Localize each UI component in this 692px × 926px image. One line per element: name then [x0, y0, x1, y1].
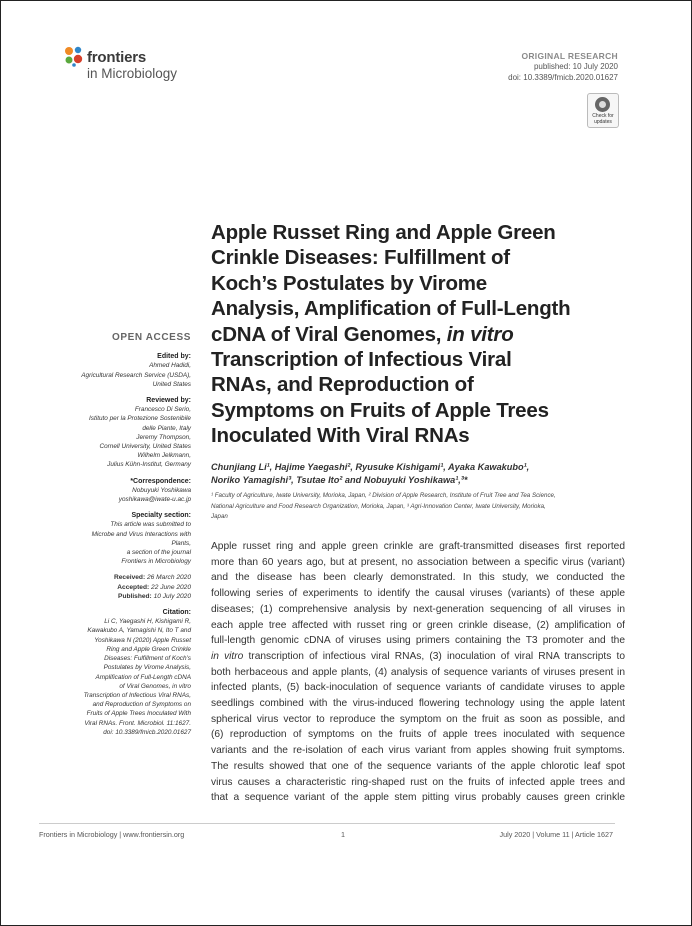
reviewer-line: Wilhelm Jelkmann, [137, 452, 191, 460]
abstract-line: in vitro transcription of infectious viral RNAs, (3) inoculation of viral RNA transcripts to [211, 650, 625, 662]
editor-line: United States [152, 380, 191, 388]
citation-line: and Reproduction of Symptoms on [92, 701, 191, 709]
abstract-line: virus causes a characteristic ring-shaped rust on the fruits of infected apple trees and [211, 776, 625, 788]
title-line: Symptoms on Fruits of Apple Trees [211, 398, 549, 422]
reviewed-by-heading: Reviewed by: [146, 397, 191, 405]
footer-journal-link[interactable]: Frontiers in Microbiology | www.frontiersin.org [39, 830, 185, 839]
citation-heading: Citation: [162, 609, 191, 617]
citation-line: Viral RNAs. Front. Microbiol. 11:1627. [84, 719, 191, 727]
specialty-line: Plants, [171, 539, 191, 547]
abstract-line: both herbaceous and apple plants, (4) analysis of sequence variants of viruses present in [211, 666, 625, 678]
received-row [41, 573, 191, 582]
specialty-heading: Specialty section: [131, 512, 191, 520]
reviewer-line: Istituto per la Protezione Sostenibile [89, 415, 191, 423]
logo-word-journal: in Microbiology [87, 66, 178, 81]
article-title [211, 220, 621, 449]
correspondence-name: Nobuyuki Yoshikawa [132, 486, 191, 494]
abstract-line: each apple tree affected with russet ring or green crinkle disease, (2) amplification of [211, 619, 625, 631]
citation-line: Li C, Yaegashi H, Kishigami R, [104, 618, 191, 626]
accepted-label: Accepted: [117, 583, 150, 591]
affiliation-line: National Agriculture and Food Research Organization, Morioka, Japan, ³ Agri-Innovation Center, Iwate University, Morioka, [211, 502, 546, 510]
published-date-sidebar: 10 July 2020 [153, 592, 191, 600]
reviewer-line: delle Piante, Italy [142, 424, 191, 432]
specialty-line: This article was submitted to [110, 521, 191, 529]
footer-divider [39, 823, 615, 824]
specialty-line: Microbe and Virus Interactions with [91, 530, 191, 538]
edited-by-heading: Edited by: [157, 353, 191, 361]
citation-line: Amplification of Full-Length cDNA [95, 673, 191, 681]
citation-line: Ring and Apple Green Crinkle [106, 645, 191, 653]
citation-line: Fruits of Apple Trees Inoculated With [86, 710, 191, 718]
check-for-updates-badge[interactable] [587, 93, 619, 128]
title-line: cDNA of Viral Genomes, in vitro [211, 322, 514, 346]
author-line: Chunjiang Li¹, Hajime Yaegashi², Ryusuke Kishigami¹, Ayaka Kawakubo¹, [211, 462, 530, 472]
article-meta [508, 51, 618, 83]
abstract-line: seedlings combined with the virus-induced flowering technology using the apple latent [211, 698, 625, 710]
editor-line: Agricultural Research Service (USDA), [81, 371, 191, 379]
abstract-line: following series of experiments to identify the causal viruses (variants) of these apple [211, 588, 625, 600]
title-line: Inoculated With Viral RNAs [211, 424, 470, 448]
author-list [211, 461, 631, 487]
affiliation-line: Japan [211, 513, 228, 521]
abstract-line: spherical virus vector to reproduce the symptom on the fruit as soon as possible, and [211, 713, 625, 725]
accepted-date: 22 June 2020 [151, 583, 191, 591]
italic-term: in vitro [446, 322, 514, 346]
citation-line: Postulates by Virome Analysis, [103, 664, 191, 672]
received-date: 26 March 2020 [147, 574, 191, 582]
abstract-line: more than 60 years ago, but at present, no association between a specific virus (variant) [211, 556, 625, 568]
title-line: Koch’s Postulates by Virome [211, 271, 487, 295]
correspondence-email[interactable]: yoshikawa@iwate-u.ac.jp [118, 496, 191, 504]
citation-doi[interactable]: doi: 10.3389/fmicb.2020.01627 [103, 728, 191, 736]
published-row [41, 592, 191, 601]
title-line: Crinkle Diseases: Fulfillment of [211, 246, 510, 270]
received-label: Received: [114, 574, 146, 582]
abstract-line: The results showed that one of the sequence variants of the apple chlorotic leaf spot [211, 760, 625, 772]
reviewer-line: Cornell University, United States [99, 443, 191, 451]
abstract-line: infected plants, (5) back-inoculation of sequence variants of candidate viruses to apple [211, 682, 625, 694]
article-sidebar [41, 333, 191, 737]
citation-line: Diseases: Fulfillment of Koch’s [104, 655, 191, 663]
footer-issue-info: July 2020 | Volume 11 | Article 1627 [499, 830, 613, 839]
badge-label-line: updates [594, 119, 612, 125]
accepted-row [41, 583, 191, 592]
editor-line: Ahmed Hadidi, [149, 362, 191, 370]
badge-label-line: Check for [592, 113, 614, 119]
author-line: Noriko Yamagishi³, Tsutae Ito² and Nobuyuki Yoshikawa¹,³* [211, 475, 468, 485]
citation-line: Kawakubo A, Yamagishi N, Ito T and [87, 627, 191, 635]
title-line: Apple Russet Ring and Apple Green [211, 221, 556, 244]
italic-term: in vitro [211, 650, 244, 662]
logo-word-frontiers: frontiers [87, 49, 147, 66]
page-number: 1 [341, 830, 345, 839]
abstract-line: and the disease has been clearly demonstrated. In this study, we conducted the [211, 572, 625, 584]
reviewer-line: Julius Kühn-Institut, Germany [107, 461, 191, 469]
reviewer-line: Francesco Di Serio, [134, 406, 191, 414]
doi-link[interactable]: doi: 10.3389/fmicb.2020.01627 [508, 73, 618, 82]
check-updates-icon [595, 97, 610, 112]
citation-line: Yoshikawa N (2020) Apple Russet [94, 636, 191, 644]
abstract-line: variants and the re-isolation of each virus variant from apples showing fruit symptoms. [211, 745, 625, 757]
abstract-line: full-length genomic cDNA of viruses using primers containing the T3 promoter and the [211, 635, 625, 647]
dates-block [41, 573, 191, 601]
affiliation-line: ¹ Faculty of Agriculture, Iwate University, Morioka, Japan, ² Division of Apple Research, Institute of Fruit Tree and Tea Science, [211, 492, 556, 499]
specialty-line: Frontiers in Microbiology [121, 558, 191, 566]
abstract-line: diseases; (1) comprehensive analysis by next-generation sequencing of all viruses in [211, 603, 625, 615]
affiliations [211, 491, 631, 523]
correspondence-heading: *Correspondence: [130, 477, 191, 485]
open-access-label: OPEN ACCESS [111, 332, 191, 343]
citation-line: of Viral Genomes, in vitro [119, 682, 191, 690]
title-line: Analysis, Amplification of Full-Length [211, 297, 571, 321]
abstract-line: (6) reproduction of symptoms on the fruits of apple trees inoculated with sequence [211, 729, 625, 741]
title-line: RNAs, and Reproduction of [211, 373, 474, 397]
title-line: Transcription of Infectious Viral [211, 348, 512, 372]
article-type: ORIGINAL RESEARCH [521, 51, 618, 61]
badge-label [588, 113, 618, 125]
published-label: Published: [118, 592, 152, 600]
abstract [211, 539, 625, 806]
frontiers-logo-icon [63, 45, 85, 67]
citation-line: Transcription of Infectious Viral RNAs, [83, 691, 191, 699]
abstract-line: that a sequence variant of the apple stem pitting virus probably causes green crinkle [211, 792, 625, 804]
reviewer-line: Jeremy Thompson, [136, 433, 191, 441]
abstract-line: Apple russet ring and apple green crinkle are graft-transmitted diseases first reported [211, 541, 625, 552]
published-date: published: 10 July 2020 [533, 62, 618, 71]
specialty-line: a section of the journal [126, 549, 191, 557]
